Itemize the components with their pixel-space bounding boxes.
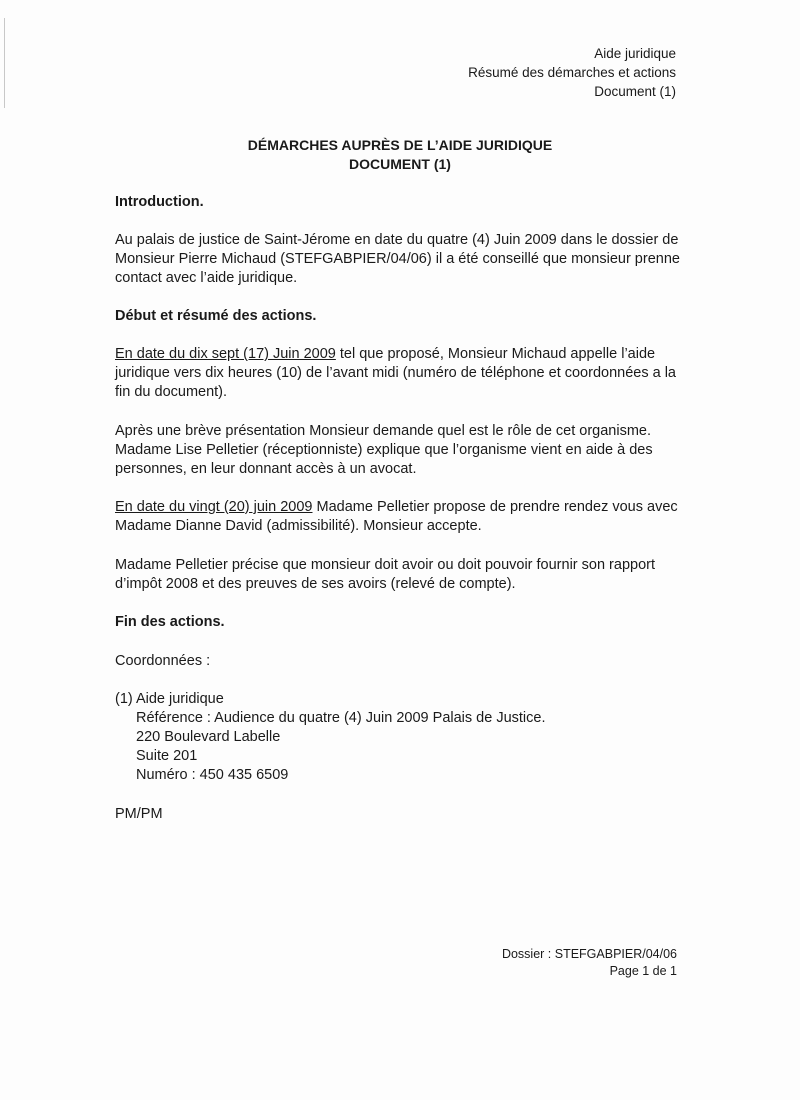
footer-page-number: Page 1 de 1 [609, 964, 677, 978]
end-actions-heading: Fin des actions. [115, 614, 225, 630]
contact-phone: Numéro : 450 435 6509 [136, 767, 289, 783]
action-text-3: Madame Pelletier propose de prendre rendez vous avec Madame Dianne David (admissibilité). Monsieur accepte. [115, 499, 678, 534]
intro-paragraph: Au palais de justice de Saint-Jérome en date du quatre (4) Juin 2009 dans le dossier de Monsieur Pierre Michaud (STEFGABPIER/04/06) il a été conseillé que monsieur prenne contact avec l’aide juridique. [115, 232, 680, 286]
author-initials: PM/PM [115, 806, 163, 822]
contact-suite: Suite 201 [136, 748, 198, 764]
actions-paragraph-2: Après une brève présentation Monsieur demande quel est le rôle de cet organisme. Madame Lise Pelletier (réceptionniste) explique que l’organisme vient en aide à des personnes, en leur donnant accès à un avocat. [115, 423, 653, 477]
actions-heading: Début et résumé des actions. [115, 308, 317, 324]
action-date-1: En date du dix sept (17) Juin 2009 [115, 346, 336, 362]
actions-paragraph-3 [115, 498, 695, 536]
contacts-heading: Coordonnées : [115, 653, 211, 669]
document-title [0, 136, 800, 174]
contact-block [115, 690, 695, 785]
actions-paragraph-4: Madame Pelletier précise que monsieur doit avoir ou doit pouvoir fournir son rapport d’impôt 2008 et des preuves de ses avoirs (relevé de compte). [115, 557, 656, 592]
action-date-2: En date du vingt (20) juin 2009 [115, 499, 313, 515]
header-line-1: Aide juridique [594, 46, 676, 61]
contact-reference: Référence : Audience du quatre (4) Juin 2009 Palais de Justice. [136, 710, 546, 726]
document-header [468, 44, 676, 101]
header-line-3: Document (1) [594, 84, 676, 99]
document-footer [502, 946, 677, 980]
title-line-2: DOCUMENT (1) [349, 156, 451, 172]
footer-dossier: Dossier : STEFGABPIER/04/06 [501, 947, 677, 961]
intro-heading: Introduction. [115, 194, 204, 210]
header-line-2: Résumé des démarches et actions [468, 65, 676, 80]
actions-paragraph-1 [115, 345, 695, 402]
action-text-1: tel que proposé, Monsieur Michaud appelle l’aide juridique vers dix heures (10) de l’avant midi (numéro de téléphone et coordonnées a la fin du document). [115, 346, 676, 400]
contact-address: 220 Boulevard Labelle [136, 729, 281, 745]
title-line-1: DÉMARCHES AUPRÈS DE L’AIDE JURIDIQUE [247, 137, 553, 153]
contact-entry-label: (1) Aide juridique [115, 691, 224, 707]
scan-edge-mark [4, 18, 5, 108]
